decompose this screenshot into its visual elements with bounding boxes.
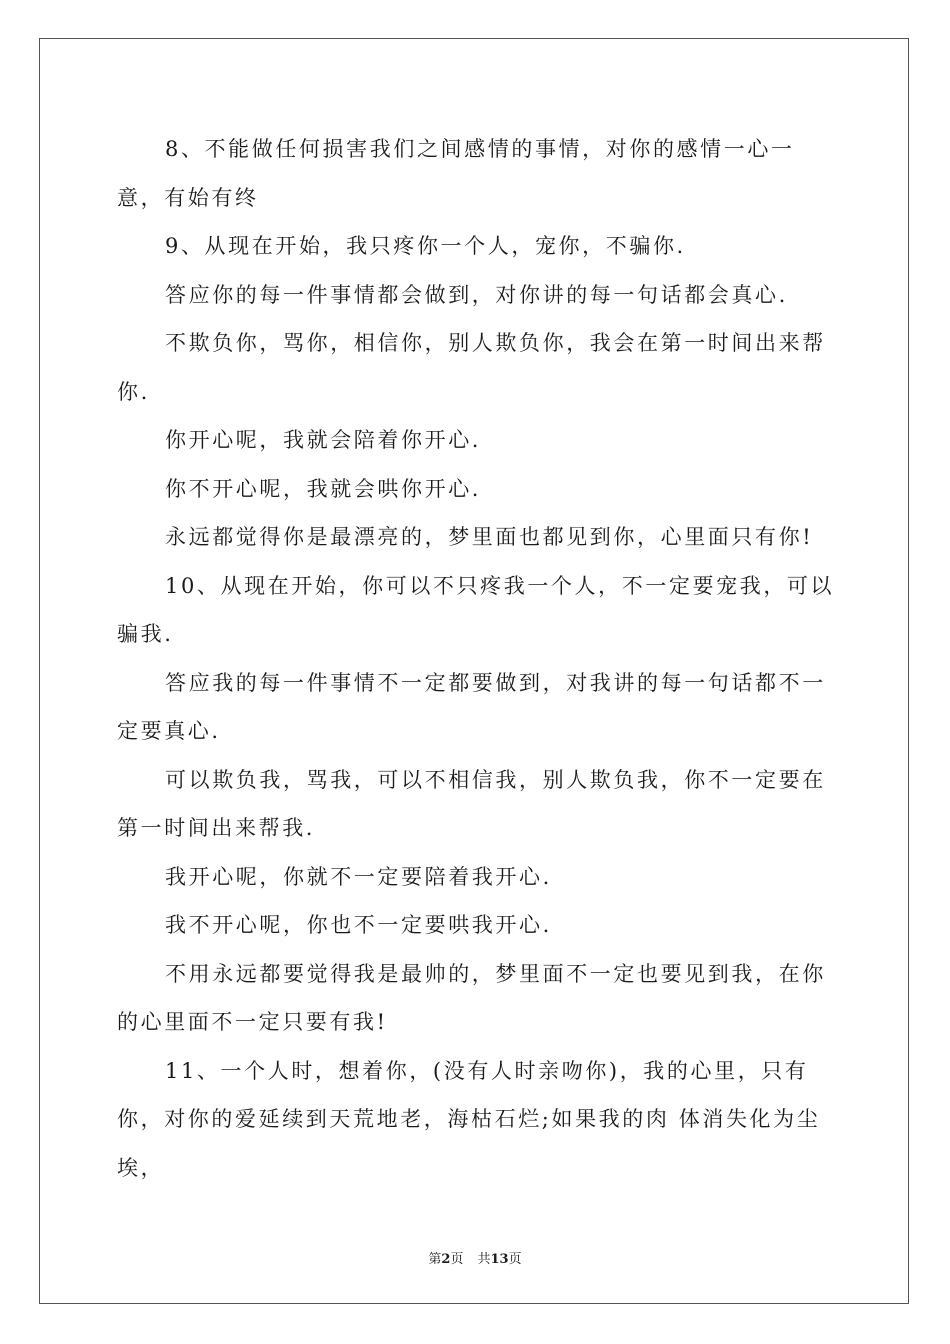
paragraph-10: 10、从现在开始，你可以不只疼我一个人，不一定要宠我，可以骗我. bbox=[117, 573, 835, 646]
total-suffix: 页 bbox=[508, 1252, 522, 1267]
paragraph: 答应你的每一件事情都会做到，对你讲的每一句话都会真心. bbox=[165, 282, 788, 307]
total-prefix: 共 bbox=[477, 1252, 491, 1267]
paragraph: 你不开心呢，我就会哄你开心. bbox=[165, 476, 482, 501]
page-suffix: 页 bbox=[450, 1252, 464, 1267]
document-body bbox=[117, 125, 837, 1192]
paragraph: 我不开心呢，你也不一定要哄我开心. bbox=[165, 913, 552, 937]
page-number: 2 bbox=[441, 1252, 451, 1267]
paragraph: 可以欺负我，骂我，可以不相信我，别人欺负我，你不一定要在第一时间出来帮我. bbox=[117, 767, 826, 840]
paragraph: 永远都觉得你是最漂亮的，梦里面也都见到你，心里面只有你! bbox=[165, 525, 814, 549]
paragraph: 我开心呢，你就不一定要陪着我开心. bbox=[165, 864, 552, 889]
page-footer bbox=[0, 1248, 950, 1267]
paragraph-11: 11、一个人时，想着你，(没有人时亲吻你)，我的心里，只有你，对你的爱延续到天荒地老，海枯石烂;如果我的肉 体消失化为尘埃， bbox=[117, 1058, 821, 1180]
paragraph: 你开心呢，我就会陪着你开心. bbox=[165, 428, 482, 452]
paragraph: 答应我的每一件事情不一定都要做到，对我讲的每一句话都不一定要真心. bbox=[117, 670, 826, 743]
total-pages: 13 bbox=[490, 1252, 509, 1267]
page-prefix: 第 bbox=[428, 1252, 442, 1267]
paragraph-8: 8、不能做任何损害我们之间感情的事情，对你的感情一心一意，有始有终 bbox=[117, 137, 795, 210]
paragraph: 不用永远都要觉得我是最帅的，梦里面不一定也要见到我，在你的心里面不一定只要有我! bbox=[117, 961, 826, 1034]
paragraph: 不欺负你，骂你，相信你，别人欺负你，我会在第一时间出来帮你. bbox=[117, 331, 826, 404]
paragraph-9: 9、从现在开始，我只疼你一个人，宠你，不骗你. bbox=[165, 234, 686, 258]
